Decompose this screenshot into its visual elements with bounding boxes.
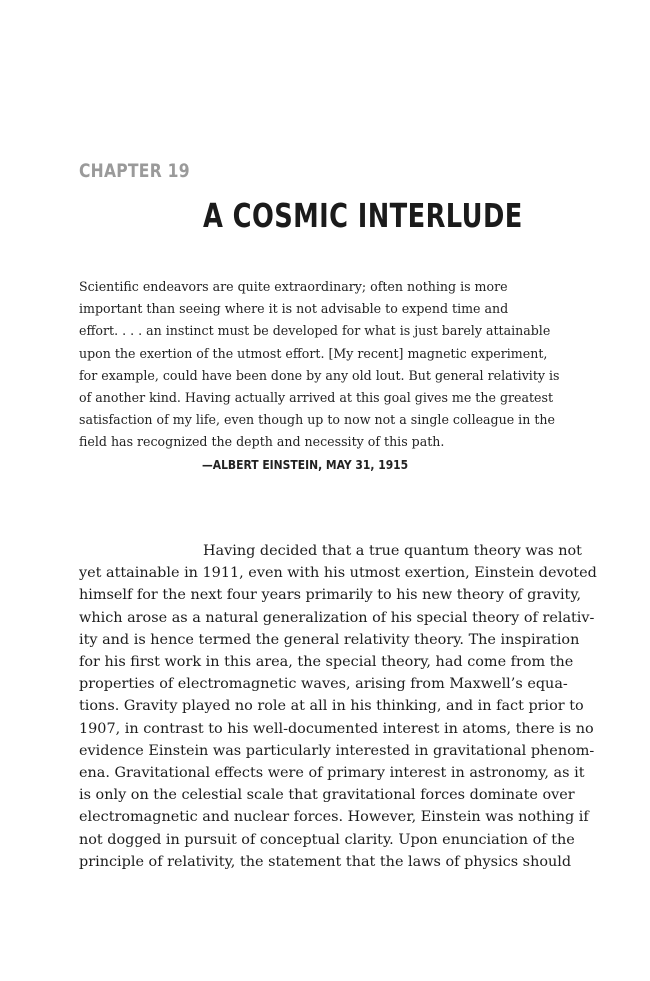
epigraph-line: upon the exertion of the utmost effort. [My recent] magnetic experiment,: [79, 345, 548, 361]
epigraph-line: Scientific endeavors are quite extraordinary; often nothing is more: [79, 279, 508, 294]
chapter-title: A COSMIC INTERLUDE: [203, 196, 523, 235]
epigraph-attribution: —ALBERT EINSTEIN, MAY 31, 1915: [202, 457, 409, 472]
epigraph-line: important than seeing where it is not advisable to expend time and: [79, 301, 509, 317]
body-line: Having decided that a true quantum theory was not: [203, 543, 582, 559]
body-line: tions. Gravity played no role at all in his thinking, and in fact prior to: [79, 698, 584, 715]
body-line: 1907, in contrast to his well-documented interest in atoms, there is no: [79, 720, 594, 737]
body-line: yet attainable in 1911, even with his utmost exertion, Einstein devoted: [79, 565, 597, 582]
body-line: not dogged in pursuit of conceptual clarity. Upon enunciation of the: [79, 831, 575, 848]
body-line: principle of relativity, the statement that the laws of physics should: [79, 853, 572, 870]
body-line: evidence Einstein was particularly interested in gravitational phenom-: [79, 742, 595, 759]
body-line: electromagnetic and nuclear forces. However, Einstein was nothing if: [79, 809, 589, 826]
body-line: himself for the next four years primarily to his new theory of gravity,: [79, 587, 582, 604]
body-line: for his first work in this area, the special theory, had come from the: [79, 654, 574, 671]
body-line: is only on the celestial scale that gravitational forces dominate over: [79, 787, 575, 804]
epigraph-quote: [79, 276, 579, 454]
body-line: ity and is hence termed the general relativity theory. The inspiration: [79, 631, 580, 648]
epigraph-line: satisfaction of my life, even though up to now not a single colleague in the: [79, 412, 555, 428]
body-line: ena. Gravitational effects were of primary interest in astronomy, as it: [79, 765, 585, 782]
epigraph-line: for example, could have been done by any old lout. But general relativity is: [79, 367, 560, 383]
body-paragraph: [79, 540, 597, 873]
body-line: which arose as a natural generalization of his special theory of relativ-: [79, 609, 595, 626]
epigraph-line: of another kind. Having actually arrived at this goal gives me the greatest: [79, 390, 554, 406]
chapter-number: CHAPTER 19: [79, 160, 190, 182]
body-line: properties of electromagnetic waves, arising from Maxwell’s equa-: [79, 676, 568, 693]
epigraph-line: field has recognized the depth and necessity of this path.: [79, 434, 445, 450]
epigraph-line: effort. . . . an instinct must be developed for what is just barely attainable: [79, 323, 551, 339]
